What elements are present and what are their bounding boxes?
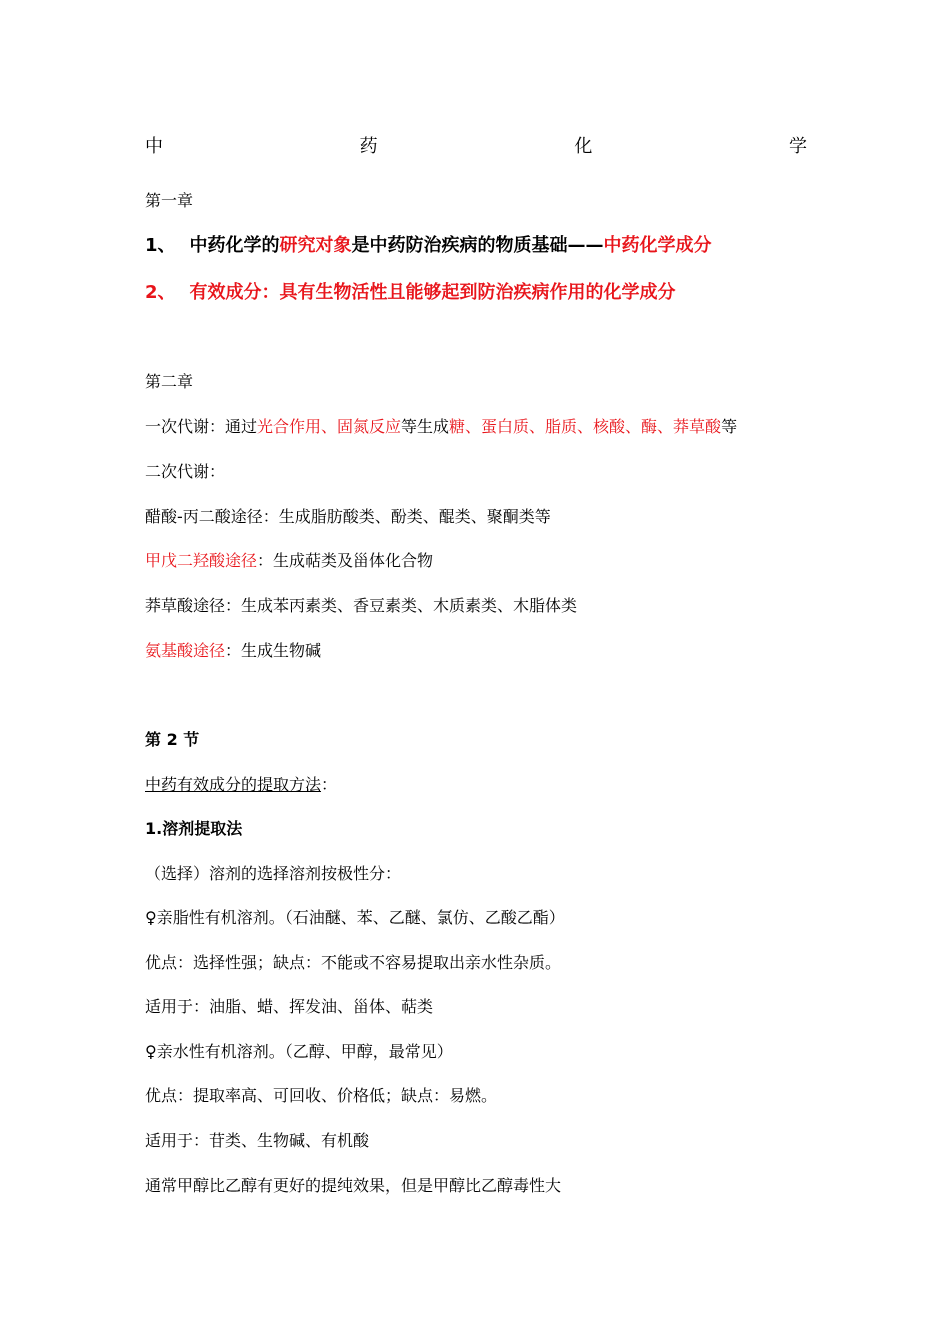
- item-1-text-b: 是中药防治疾病的物质基础——: [351, 235, 604, 256]
- lipophilic-pros-cons: 优点：选择性强；缺点：不能或不容易提取出亲水性杂质。: [145, 953, 562, 972]
- mevalonate-pathway-desc: ：生成萜类及甾体化合物: [257, 551, 434, 570]
- shikimate-pathway: 莽草酸途径：生成苯丙素类、香豆素类、木质素类、木脂体类: [145, 596, 578, 615]
- amino-acid-pathway-desc: ：生成生物碱: [225, 641, 322, 660]
- methanol-ethanol-note: 通常甲醇比乙醇有更好的提纯效果，但是甲醇比乙醇毒性大: [145, 1176, 562, 1195]
- title-char-3: 化: [574, 136, 593, 157]
- primary-highlight-processes: 光合作用、固氮反应: [257, 417, 402, 436]
- item-1-highlight-chemical-components: 中药化学成分: [603, 235, 712, 256]
- solvent-selection-line: （选择）溶剂的选择溶剂按极性分：: [145, 864, 402, 883]
- acetate-malonate-pathway: 醋酸-丙二酸途径：生成脂肪酸类、酚类、醌类、聚酮类等: [145, 507, 551, 526]
- extraction-methods-heading: [145, 775, 337, 795]
- hydrophilic-pros-cons: 优点：提取率高、可回收、价格低；缺点：易燃。: [145, 1086, 498, 1105]
- amino-acid-pathway: [145, 641, 321, 661]
- document-title: [145, 136, 807, 158]
- item-2-text: 有效成分：具有生物活性且能够起到防治疾病作用的化学成分: [189, 282, 676, 303]
- lipophilic-applicable: 适用于：油脂、蜡、挥发油、甾体、萜类: [145, 997, 434, 1016]
- item-1-text-a: 中药化学的: [189, 235, 280, 256]
- chapter-2-heading: 第二章: [145, 372, 194, 391]
- secondary-metabolism-line: 二次代谢：: [145, 462, 226, 481]
- chapter-1-item-2: [145, 282, 676, 304]
- amino-acid-pathway-name: 氨基酸途径: [145, 641, 226, 660]
- chapter-1-item-1: [145, 235, 712, 257]
- hydrophilic-applicable: 适用于：苷类、生物碱、有机酸: [145, 1131, 370, 1150]
- solvent-extraction-method: 1.溶剂提取法: [145, 819, 243, 838]
- mevalonate-pathway: [145, 551, 433, 571]
- title-char-1: 中: [145, 136, 163, 157]
- primary-metabolism-line: [145, 417, 737, 437]
- section-2-heading: 第 2 节: [145, 730, 200, 749]
- chapter-1-heading: 第一章: [145, 191, 194, 210]
- lipophilic-solvents: ♀亲脂性有机溶剂。（石油醚、苯、乙醚、氯仿、乙酸乙酯）: [145, 908, 565, 927]
- title-char-2: 药: [359, 136, 378, 157]
- primary-text-a: 一次代谢：通过: [145, 417, 258, 436]
- mevalonate-pathway-name: 甲戊二羟酸途径: [145, 551, 258, 570]
- item-2-number: 2、: [145, 282, 176, 303]
- extraction-methods-colon: ：: [321, 775, 338, 794]
- primary-highlight-products: 糖、蛋白质、脂质、核酸、酶、莽草酸: [449, 417, 722, 436]
- title-char-4: 学: [788, 136, 807, 157]
- hydrophilic-solvents: ♀亲水性有机溶剂。（乙醇、甲醇，最常见）: [145, 1042, 453, 1061]
- primary-text-c: 等: [721, 417, 738, 436]
- item-1-highlight-research-object: 研究对象: [279, 235, 352, 256]
- item-1-number: 1、: [145, 235, 176, 256]
- extraction-methods-title: 中药有效成分的提取方法: [145, 775, 322, 794]
- primary-text-b: 等生成: [401, 417, 450, 436]
